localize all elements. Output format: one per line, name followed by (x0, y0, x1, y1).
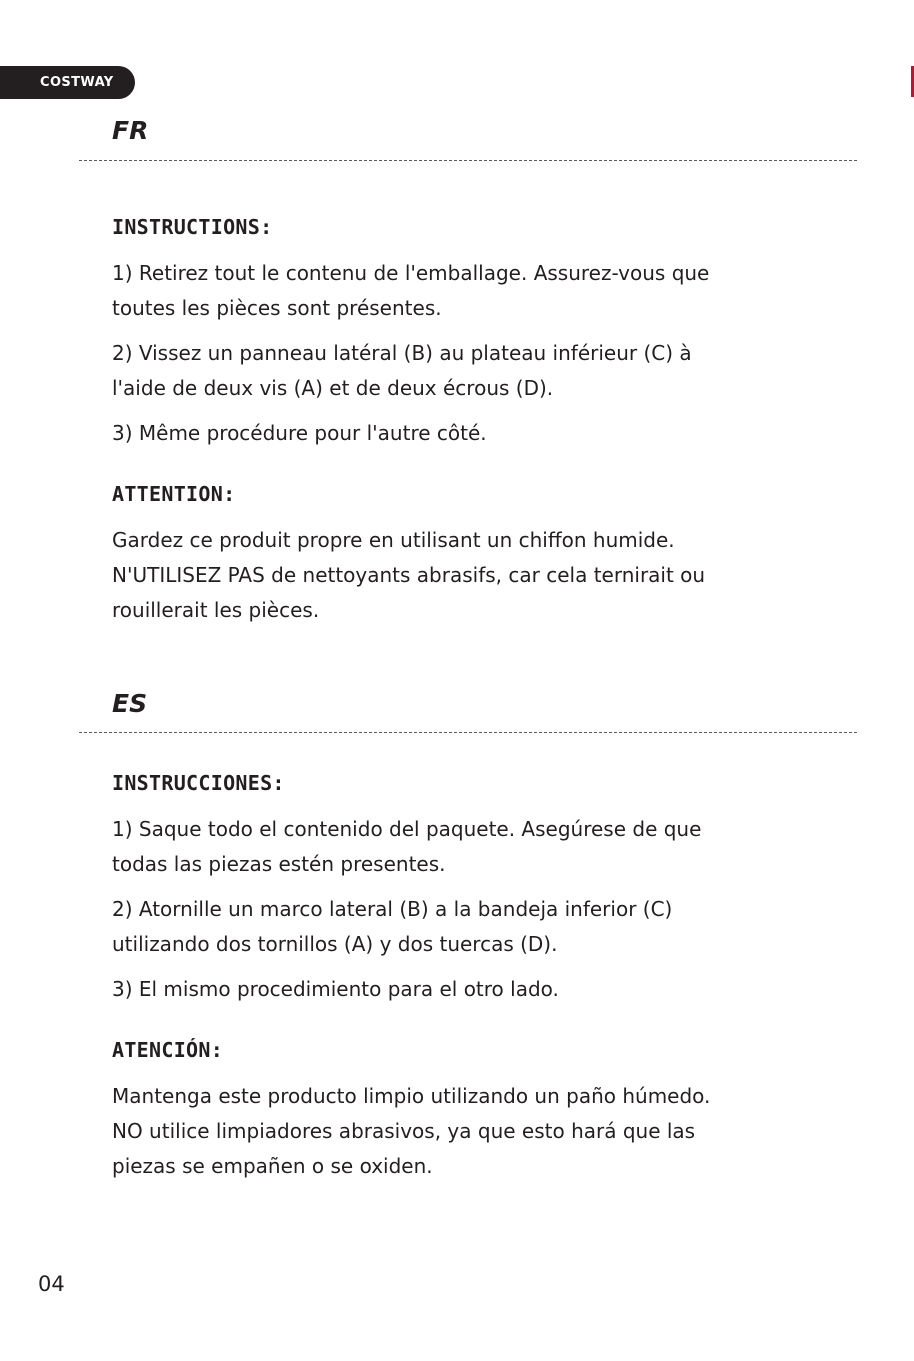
instructions-fr (112, 215, 812, 451)
attention-title-fr: ATTENTION: (112, 482, 236, 506)
attention-es (112, 1038, 812, 1184)
brand-name: COSTWAY (40, 75, 114, 90)
instructions-title-fr: INSTRUCTIONS: (112, 215, 273, 239)
section-heading-fr: FR (112, 116, 149, 145)
divider-es (79, 732, 857, 733)
step-3-es: 3) El mismo procedimiento para el otro lado. (112, 977, 559, 1001)
step-1-es: 1) Saque todo el contenido del paquete. Asegúrese de que todas las piezas estén presentes. (112, 817, 702, 876)
attention-text-fr: Gardez ce produit propre en utilisant un chiffon humide. N'UTILISEZ PAS de nettoyants abrasifs, car cela ternirait ou rouillerait les pièces. (112, 528, 706, 622)
section-heading-es: ES (112, 689, 148, 718)
step-1-fr: 1) Retirez tout le contenu de l'emballage. Assurez-vous que toutes les pièces sont présentes. (112, 261, 710, 320)
brand-logo (0, 66, 135, 99)
instructions-title-es: INSTRUCCIONES: (112, 771, 285, 795)
step-2-es: 2) Atornille un marco lateral (B) a la bandeja inferior (C) utilizando dos tornillos (A) y dos tuercas (D). (112, 897, 673, 956)
divider-fr (79, 160, 857, 161)
attention-title-es: ATENCIÓN: (112, 1038, 224, 1062)
attention-text-es: Mantenga este producto limpio utilizando un paño húmedo. NO utilice limpiadores abrasivos, ya que esto hará que las piezas se empañen o se oxiden. (112, 1084, 711, 1178)
page-number: 04 (38, 1272, 65, 1296)
attention-fr (112, 482, 812, 628)
step-3-fr: 3) Même procédure pour l'autre côté. (112, 421, 487, 445)
instructions-es (112, 771, 812, 1007)
step-2-fr: 2) Vissez un panneau latéral (B) au plateau inférieur (C) à l'aide de deux vis (A) et de deux écrous (D). (112, 341, 692, 400)
